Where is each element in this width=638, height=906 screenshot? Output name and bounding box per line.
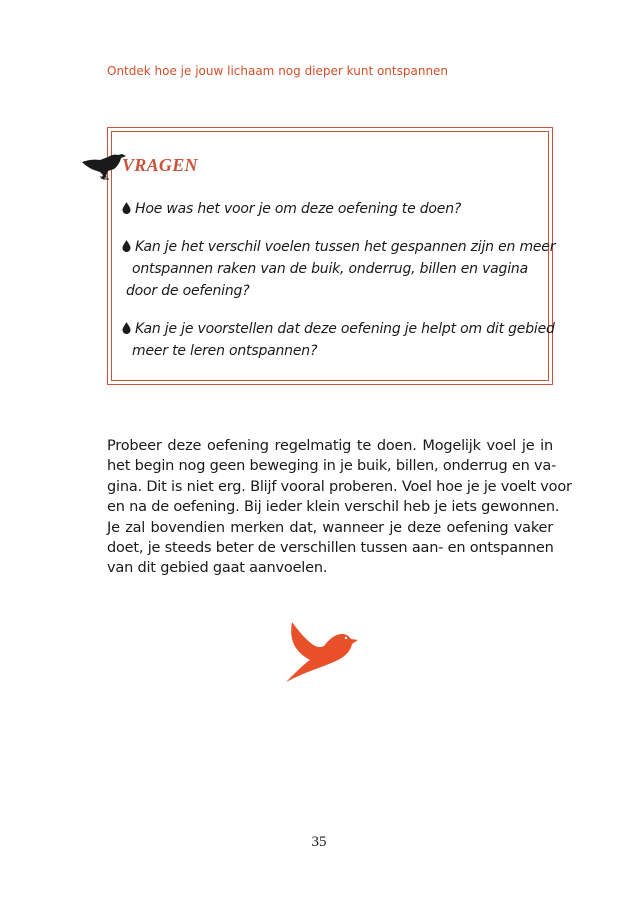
body-paragraph [107, 436, 572, 579]
question-item [122, 198, 538, 220]
question-item [122, 236, 556, 302]
body-line: het begin nog geen beweging in je buik, billen, onderrug en va- [107, 458, 557, 475]
question-item [122, 318, 555, 362]
question-line: Kan je het verschil voelen tussen het gespannen zijn en meer [135, 239, 556, 255]
question-line: door de oefening? [126, 283, 250, 299]
body-line: en na de oefening. Bij ieder klein verschil heb je iets gewonnen. [107, 499, 560, 516]
body-line: Je zal bovendien merken dat, wanneer je deze oefening vaker [107, 519, 553, 536]
body-line: van dit gebied gaat aanvoelen. [107, 560, 328, 577]
question-line: Hoe was het voor je om deze oefening te doen? [135, 201, 462, 217]
question-line: Kan je je voorstellen dat deze oefening je helpt om dit gebied [135, 321, 555, 337]
drop-bullet-icon [122, 240, 131, 252]
drop-bullet-icon [122, 322, 131, 334]
red-bird-icon [282, 620, 360, 682]
questions-box-title: VRAGEN [122, 155, 198, 175]
body-line: Probeer deze oefening regelmatig te doen. Mogelijk voel je in [107, 438, 553, 454]
body-line: doet, je steeds beter de verschillen tussen aan- en ontspannen [107, 540, 554, 557]
drop-bullet-icon [122, 202, 131, 214]
page-number: 35 [311, 834, 327, 850]
running-header: Ontdek hoe je jouw lichaam nog dieper kunt ontspannen [107, 64, 449, 78]
question-line: ontspannen raken van de buik, onderrug, billen en vagina [132, 261, 528, 277]
body-line: gina. Dit is niet erg. Blijf vooral proberen. Voel hoe je je voelt voor [107, 478, 572, 495]
question-line: meer te leren ontspannen? [132, 343, 318, 359]
